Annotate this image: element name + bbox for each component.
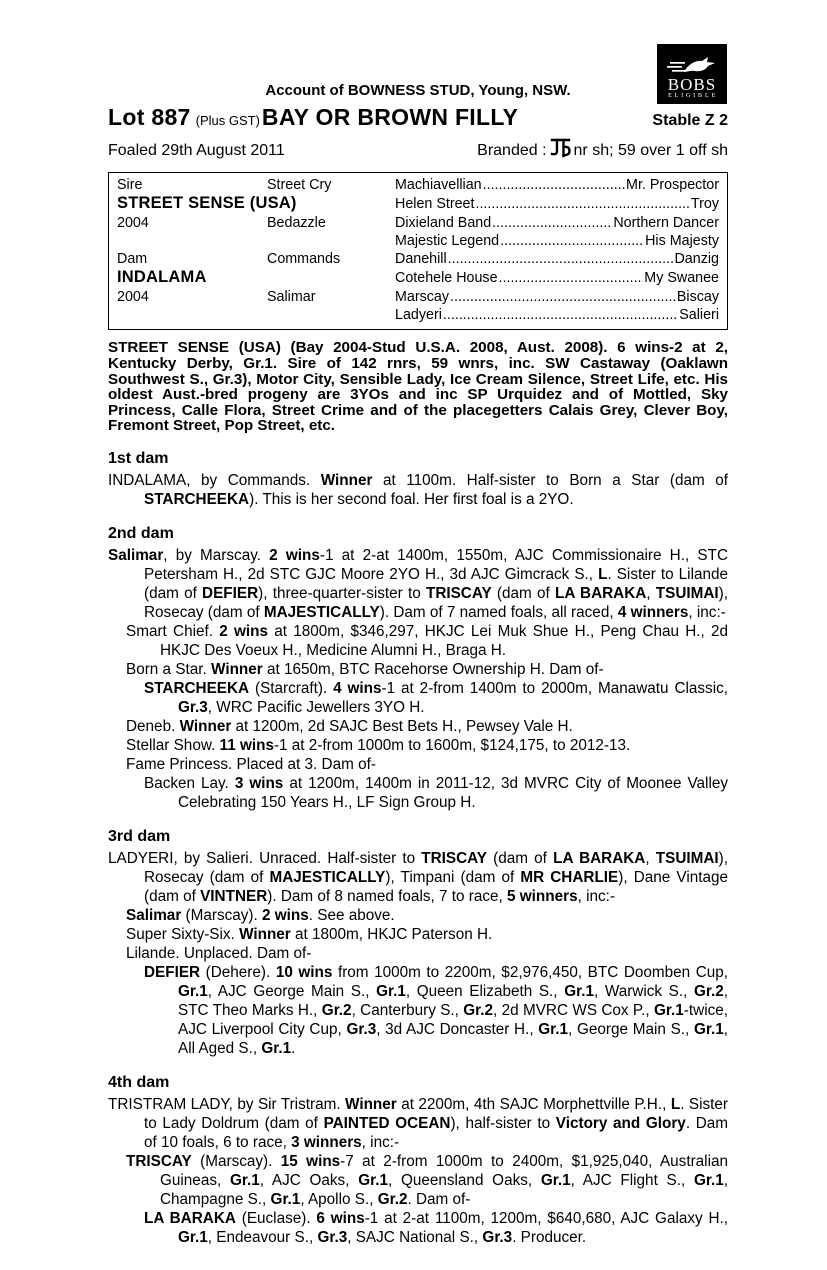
pedigree-paragraph — [108, 755, 728, 774]
plain-text: , Warwick S., — [593, 982, 694, 1000]
dot-leader — [500, 232, 644, 250]
plain-text: . Dam of- — [407, 1190, 471, 1208]
plain-text: Backen Lay. — [144, 774, 235, 792]
emphasised-text: TSUIMAI — [655, 849, 719, 867]
dam-heading: 4th dam — [108, 1073, 170, 1091]
plain-text: at 1200m, 2d SAJC Best Bets H., Pewsey Vale H. — [231, 717, 573, 735]
pedigree-ancestor-pair — [395, 195, 719, 213]
plain-text: at 1650m, BTC Racehorse Ownership H. Dam of- — [262, 660, 604, 678]
dot-leader — [499, 269, 644, 287]
emphasised-text: TSUIMAI — [655, 584, 719, 602]
lot-number: Lot 887 — [108, 104, 191, 130]
emphasised-text: Victory and Glory — [555, 1114, 686, 1132]
pedigree-row — [117, 176, 719, 194]
emphasised-text: 3 winners — [291, 1133, 362, 1151]
pedigree-horse-name: INDALAMA — [117, 268, 207, 287]
plain-text: Stellar Show. — [126, 736, 220, 754]
plain-text: TRISTRAM LADY, by Sir Tristram. — [108, 1095, 346, 1113]
bobs-logo-text: BOBS — [667, 75, 717, 94]
pedigree-paragraph — [108, 774, 728, 812]
plain-text: Born a Star. — [126, 660, 212, 678]
plain-text: ). Dam of 8 named foals, 7 to race, — [267, 887, 508, 905]
plain-text: , Champagne S., — [160, 1171, 729, 1208]
plain-text: , George Main S., — [568, 1020, 694, 1038]
pedigree-ancestor-pair — [395, 214, 719, 232]
brand-detail: nr sh; 59 over 1 off sh — [573, 141, 728, 159]
plain-text: . See above. — [308, 906, 395, 924]
pedigree-ancestor-name: Marscay — [395, 288, 450, 305]
plain-text: , AJC Oaks, — [259, 1171, 359, 1189]
gst-note: (Plus GST) — [195, 113, 260, 128]
emphasised-text: MR CHARLIE — [520, 868, 619, 886]
dam-sections — [108, 450, 728, 1247]
dam-section — [108, 525, 728, 812]
plain-text: at 1200m, 1400m in 2011-12, 3d MVRC City of Moonee Valley Celebrating 150 Years H., LF Sign Group H. — [178, 774, 728, 811]
branded-info — [477, 139, 728, 162]
emphasised-text: Gr.1 — [270, 1190, 301, 1208]
emphasised-text: Gr.1 — [229, 1171, 260, 1189]
emphasised-text: 4 wins — [333, 679, 382, 697]
emphasised-text: Gr.3 — [346, 1020, 377, 1038]
emphasised-text: PAINTED OCEAN — [323, 1114, 451, 1132]
plain-text: from 1000m to 2200m, $2,976,450, BTC Doomben Cup, — [332, 963, 729, 981]
dot-leader — [492, 214, 612, 232]
pedigree-ancestor-pair — [395, 269, 719, 287]
plain-text: at 1100m. Half-sister to Born a Star (dam of — [372, 471, 728, 489]
dam-section — [108, 1074, 728, 1247]
emphasised-text: Gr.1 — [261, 1039, 292, 1057]
plain-text: (Starcraft). — [249, 679, 334, 697]
plain-text: , STC Theo Marks H., — [178, 982, 729, 1019]
bobs-eligible-text: ELIGIBLE — [667, 92, 719, 99]
emphasised-text: MAJESTICALLY — [269, 868, 386, 886]
plain-text: LADYERI, by Salieri. Unraced. Half-sister to — [108, 849, 422, 867]
plain-text: (Marscay). — [181, 906, 263, 924]
emphasised-text: L — [598, 565, 608, 583]
plain-text: . — [291, 1039, 296, 1057]
pedigree-paragraph — [108, 660, 728, 679]
emphasised-text: LA BARAKA — [553, 849, 646, 867]
plain-text: , Apollo S., — [300, 1190, 378, 1208]
emphasised-text: STARCHEEKA — [144, 679, 250, 697]
pedigree-ancestor-pair — [395, 176, 719, 194]
pedigree-ancestor-name: Cotehele House — [395, 270, 498, 287]
plain-text: -1 at 2-from 1400m to 2000m, Manawatu Classic, — [381, 679, 728, 697]
pedigree-paragraph — [108, 944, 728, 963]
page-title: BAY OR BROWN FILLY — [261, 104, 519, 130]
plain-text: Super Sixty-Six. — [126, 925, 240, 943]
dam-heading: 2nd dam — [108, 524, 174, 542]
pedigree-paragraph — [108, 717, 728, 736]
emphasised-text: TRISCAY — [421, 849, 487, 867]
pedigree-ancestor2-name: Mr. Prospector — [626, 177, 719, 193]
pedigree-ancestor-name: Danehill — [395, 251, 447, 268]
dot-leader — [443, 306, 678, 324]
emphasised-text: Gr.1 — [538, 1020, 569, 1038]
plain-text: , 3d AJC Doncaster H., — [376, 1020, 539, 1038]
pedigree-ancestor-pair — [395, 232, 719, 250]
pedigree-paragraph — [108, 849, 728, 906]
dot-leader — [448, 250, 674, 268]
emphasised-text: 6 wins — [316, 1209, 365, 1227]
plain-text: , Canterbury S., — [351, 1001, 464, 1019]
plain-text: INDALAMA, by Commands. — [108, 471, 321, 489]
plain-text: ), Dane Vintage (dam of — [144, 868, 728, 905]
emphasised-text: Gr.1 — [358, 1171, 388, 1189]
plain-text: (Dehere). — [200, 963, 276, 981]
plain-text: (Marscay). — [191, 1152, 281, 1170]
plain-text: -1 at 2-from 1000m to 1600m, $124,175, to 2012-13. — [273, 736, 631, 754]
pedigree-row — [117, 214, 719, 232]
emphasised-text: Gr.2 — [463, 1001, 494, 1019]
pedigree-ancestor-name: Ladyeri — [395, 307, 442, 324]
emphasised-text: Salimar — [108, 546, 164, 564]
plain-text: ). Dam of 7 named foals, all raced, — [379, 603, 618, 621]
stable-reference: Stable Z 2 — [652, 112, 728, 129]
plain-text: -twice, AJC Liverpool City Cup, — [178, 1001, 728, 1038]
pedigree-ancestor2-name: Danzig — [674, 251, 719, 268]
plain-text: ), Rosecay (dam of — [144, 584, 729, 621]
plain-text: at 1800m, HKJC Paterson H. — [290, 925, 493, 943]
emphasised-text: VINTNER — [200, 887, 268, 905]
emphasised-text: Salimar — [126, 906, 182, 924]
pedigree-paragraph — [108, 679, 728, 717]
pedigree-generation-label: Dam — [117, 251, 148, 268]
pedigree-paragraph — [108, 471, 728, 509]
plain-text: . Sister to Lady Doldrum (dam of — [144, 1095, 728, 1132]
dam-heading: 3rd dam — [108, 827, 171, 845]
pedigree-horse-name: STREET SENSE (USA) — [117, 194, 297, 213]
plain-text: -7 at 2-from 1000m to 2400m, $1,925,040, Australian Guineas, — [160, 1152, 728, 1189]
emphasised-text: LA BARAKA — [554, 584, 647, 602]
plain-text: . Sister to Lilande (dam of — [144, 565, 728, 602]
plain-text: ), Rosecay (dam of — [144, 849, 729, 886]
emphasised-text: 10 wins — [275, 963, 333, 981]
pedigree-paragraph — [108, 1152, 728, 1209]
plain-text: Lilande. Unplaced. Dam of- — [126, 944, 312, 962]
pedigree-row — [117, 268, 719, 287]
pedigree-row — [117, 288, 719, 306]
emphasised-text: 2 wins — [269, 546, 320, 564]
plain-text: (dam of — [491, 584, 555, 602]
emphasised-text: MAJESTICALLY — [263, 603, 380, 621]
dot-leader — [475, 195, 689, 213]
emphasised-text: STARCHEEKA — [144, 490, 250, 508]
emphasised-text: 4 winners — [617, 603, 689, 621]
emphasised-text: Winner — [239, 925, 291, 943]
plain-text: , 2d MVRC WS Cox P., — [493, 1001, 655, 1019]
pedigree-generation-label: Sire — [117, 177, 143, 193]
plain-text: , inc:- — [688, 603, 726, 621]
emphasised-text: Gr.1 — [540, 1171, 571, 1189]
emphasised-text: Gr.3 — [317, 1228, 348, 1246]
plain-text: , inc:- — [577, 887, 615, 905]
pedigree-ancestor2-name: Northern Dancer — [613, 214, 719, 231]
dam-section — [108, 450, 728, 509]
pedigree-ancestor-pair — [395, 288, 719, 306]
emphasised-text: Gr.2 — [377, 1190, 408, 1208]
pedigree-paragraph — [108, 1209, 728, 1247]
pedigree-paragraph — [108, 1095, 728, 1152]
plain-text: Deneb. — [126, 717, 180, 735]
emphasised-text: Gr.1 — [564, 982, 594, 1000]
emphasised-text: Gr.1 — [693, 1020, 724, 1038]
pedigree-paragraph — [108, 906, 728, 925]
sire-summary: STREET SENSE (USA) (Bay 2004-Stud U.S.A. 2008, Aust. 2008). 6 wins-2 at 2, Kentucky Derby, Gr.1. Sire of 142 rnrs, 59 wnrs, inc. SW Castaway (Oaklawn Southwest S., Gr.3), Motor City, Sensible Lady, Ice Cream Silence, Street Life, etc. His oldest Aust.-bred progeny are 3YOs and inc SP Urquidez and of Mottled, Sky Princess, Calle Flora, Street Crime and of the placegetters Calais Grey, Clever Boy, Fremont Street, Pop Street, etc. — [108, 339, 728, 435]
dot-leader — [483, 176, 625, 194]
pedigree-parent-name: Bedazzle — [267, 214, 326, 231]
plain-text: -1 at 2-at 1100m, 1200m, $640,680, AJC Galaxy H., — [364, 1209, 729, 1227]
emphasised-text: Winner — [345, 1095, 397, 1113]
plain-text: Fame Princess. Placed at 3. Dam of- — [126, 755, 376, 773]
pedigree-ancestor2-name: Troy — [690, 196, 719, 213]
emphasised-text: Gr.2 — [694, 982, 724, 1000]
emphasised-text: TRISCAY — [126, 1152, 192, 1170]
plain-text: ). This is her second foal. Her first foal is a 2YO. — [249, 490, 574, 508]
pedigree-row — [117, 306, 719, 324]
plain-text: , All Aged S., — [178, 1020, 728, 1057]
pedigree-paragraph — [108, 622, 728, 660]
dam-heading: 1st dam — [108, 449, 169, 467]
pedigree-ancestor-name: Helen Street — [395, 196, 475, 213]
emphasised-text: 2 wins — [262, 906, 309, 924]
plain-text: at 1800m, $346,297, HKJC Lei Muk Shue H., Peng Chau H., 2d HKJC Des Voeux H., Medicine Alumni H., Braga H. — [160, 622, 728, 659]
emphasised-text: 5 winners — [507, 887, 578, 905]
emphasised-text: Winner — [211, 660, 263, 678]
pedigree-parent-name: Commands — [267, 251, 341, 268]
plain-text: . Dam of 10 foals, 6 to race, — [144, 1114, 729, 1151]
pedigree-row — [117, 250, 719, 268]
pedigree-paragraph — [108, 963, 728, 1058]
emphasised-text: DEFIER — [202, 584, 259, 602]
plain-text: , Queen Elizabeth S., — [405, 982, 565, 1000]
plain-text: , inc:- — [361, 1133, 400, 1151]
emphasised-text: Winner — [179, 717, 232, 735]
emphasised-text: 15 wins — [280, 1152, 341, 1170]
pedigree-ancestor-pair — [395, 306, 719, 324]
pedigree-paragraph — [108, 546, 728, 622]
emphasised-text: Gr.1 — [654, 1001, 684, 1019]
emphasised-text: Gr.1 — [178, 982, 208, 1000]
emphasised-text: TRISCAY — [425, 584, 492, 602]
pedigree-paragraph — [108, 736, 728, 755]
pedigree-row — [117, 232, 719, 250]
pedigree-ancestor2-name: His Majesty — [645, 232, 719, 249]
emphasised-text: 11 wins — [219, 736, 274, 754]
plain-text: , AJC Flight S., — [570, 1171, 694, 1189]
emphasised-text: 3 wins — [234, 774, 284, 792]
pedigree-rows — [117, 176, 719, 324]
plain-text: (Euclase). — [235, 1209, 317, 1227]
plain-text: ), Timpani (dam of — [385, 868, 521, 886]
pedigree-ancestor2-name: My Swanee — [644, 270, 719, 287]
emphasised-text: Gr.3 — [178, 698, 208, 716]
plain-text: , AJC George Main S., — [207, 982, 377, 1000]
pedigree-ancestor-name: Dixieland Band — [395, 214, 492, 231]
plain-text: , by Marscay. — [163, 546, 270, 564]
pedigree-parent-name: Salimar — [267, 288, 316, 305]
plain-text: at 2200m, 4th SAJC Morphettville P.H., — [396, 1095, 671, 1113]
plain-text: (dam of — [487, 849, 554, 867]
pedigree-ancestor-name: Machiavellian — [395, 177, 482, 193]
page-content — [108, 0, 728, 1247]
pedigree-generation-label: 2004 — [117, 214, 149, 231]
pedigree-generation-label: 2004 — [117, 288, 149, 305]
emphasised-text: 2 wins — [219, 622, 268, 640]
plain-text: ), half-sister to — [450, 1114, 556, 1132]
plain-text: , WRC Pacific Jewellers 3YO H. — [207, 698, 425, 716]
emphasised-text: DEFIER — [144, 963, 201, 981]
emphasised-text: Winner — [320, 471, 373, 489]
plain-text: , SAJC National S., — [347, 1228, 483, 1246]
plain-text: , Endeavour S., — [207, 1228, 318, 1246]
brand-mark-icon — [550, 137, 571, 160]
plain-text: -1 at 2-at 1400m, 1550m, AJC Commissionaire H., STC Petersham H., 2d STC GJC Moore 2YO H., 3d AJC Gimcrack S., — [144, 546, 728, 583]
pedigree-ancestor-pair — [395, 250, 719, 268]
pedigree-parent-name: Street Cry — [267, 177, 332, 193]
emphasised-text: LA BARAKA — [144, 1209, 236, 1227]
vendor-account-line: Account of BOWNESS STUD, Young, NSW. — [265, 82, 571, 99]
dam-section — [108, 828, 728, 1058]
plain-text: Smart Chief. — [126, 622, 220, 640]
plain-text: . Producer. — [512, 1228, 587, 1246]
emphasised-text: L — [670, 1095, 681, 1113]
emphasised-text: Gr.3 — [482, 1228, 513, 1246]
dot-leader — [450, 288, 676, 306]
pedigree-table — [108, 172, 728, 330]
foaled-date: Foaled 29th August 2011 — [108, 141, 285, 159]
emphasised-text: Gr.1 — [376, 982, 406, 1000]
pedigree-ancestor2-name: Salieri — [679, 307, 719, 324]
branded-label: Branded : — [477, 141, 547, 159]
pedigree-paragraph — [108, 925, 728, 944]
pedigree-ancestor2-name: Biscay — [676, 288, 719, 305]
plain-text: , Queensland Oaks, — [387, 1171, 541, 1189]
emphasised-text: Gr.2 — [321, 1001, 352, 1019]
plain-text: , — [646, 584, 656, 602]
emphasised-text: Gr.1 — [694, 1171, 724, 1189]
pedigree-ancestor-name: Majestic Legend — [395, 232, 500, 249]
foaled-branded-line — [108, 139, 728, 162]
plain-text: , — [645, 849, 656, 867]
lot-header — [108, 104, 728, 131]
emphasised-text: Gr.1 — [178, 1228, 208, 1246]
plain-text: ), three-quarter-sister to — [258, 584, 426, 602]
pedigree-row — [117, 194, 719, 213]
